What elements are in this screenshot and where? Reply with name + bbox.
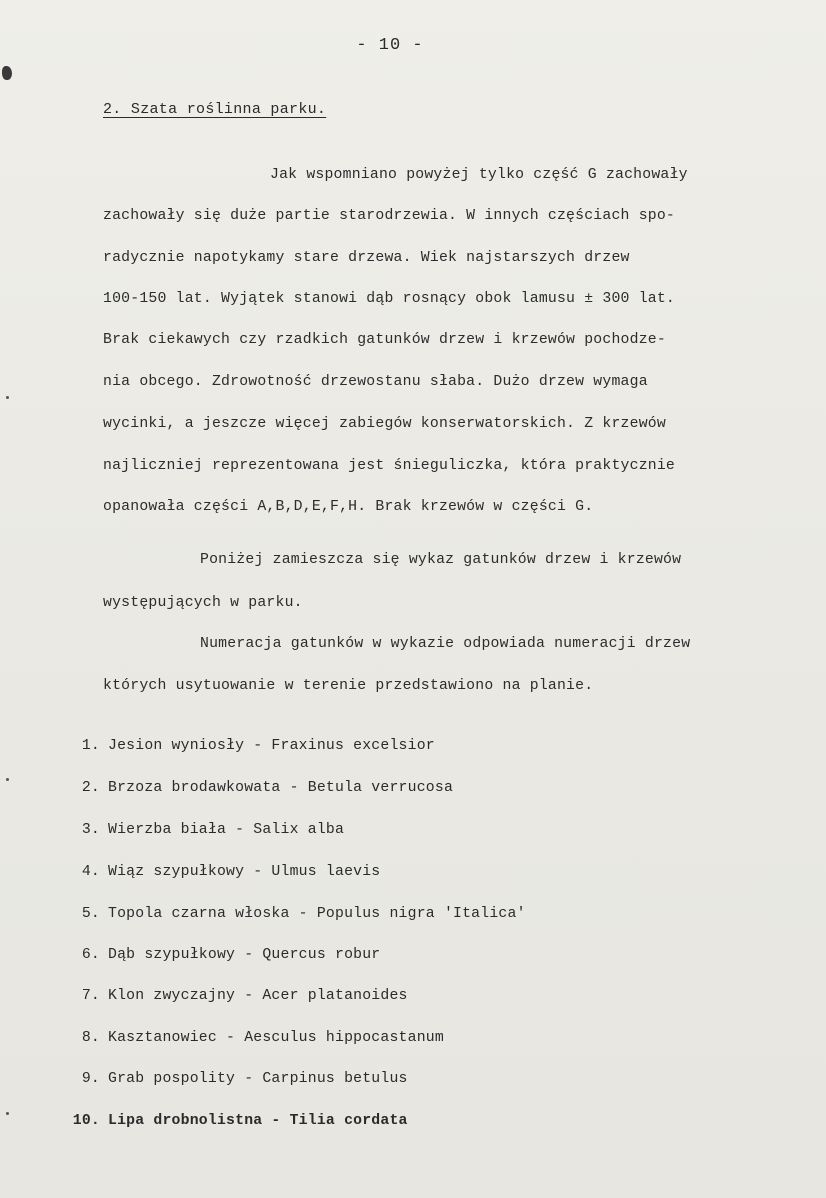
list-item-number: 7.	[81, 988, 100, 1004]
paragraph-3-line-1: Numeracja gatunków w wykazie odpowiada numeracji drzew	[200, 636, 691, 652]
list-item-text: Topola czarna włoska - Populus nigra 'Italica'	[108, 906, 526, 922]
list-item-number: 9.	[81, 1071, 100, 1087]
paragraph-1-line-4: 100-150 lat. Wyjątek stanowi dąb rosnący obok lamusu ± 300 lat.	[103, 291, 676, 307]
list-item	[70, 778, 453, 798]
list-item-text: Brzoza brodawkowata - Betula verrucosa	[108, 780, 454, 796]
list-item	[70, 820, 344, 840]
list-item-number: 3.	[81, 822, 100, 838]
list-item-number: 4.	[81, 864, 100, 880]
list-item	[70, 736, 435, 756]
paragraph-1-line-7: wycinki, a jeszcze więcej zabiegów konserwatorskich. Z krzewów	[103, 416, 666, 432]
margin-speck	[6, 1112, 9, 1115]
list-item-text: Grab pospolity - Carpinus betulus	[108, 1071, 408, 1087]
list-item-number: 10.	[72, 1113, 100, 1129]
paragraph-1-line-5: Brak ciekawych czy rzadkich gatunków drzew i krzewów pochodze-	[103, 332, 666, 348]
list-item	[70, 862, 380, 882]
paragraph-2-line-2: występujących w parku.	[103, 595, 303, 611]
punch-hole-mark	[2, 66, 12, 80]
paragraph-1-line-3: radycznie napotykamy stare drzewa. Wiek najstarszych drzew	[103, 250, 630, 266]
list-item-text: Lipa drobnolistna - Tilia cordata	[108, 1113, 408, 1129]
paragraph-2-line-1: Poniżej zamieszcza się wykaz gatunków drzew i krzewów	[200, 552, 682, 568]
list-item-text: Kasztanowiec - Aesculus hippocastanum	[108, 1030, 444, 1046]
list-item-text: Dąb szypułkowy - Quercus robur	[108, 947, 381, 963]
paragraph-1-line-6: nia obcego. Zdrowotność drzewostanu słaba. Dużo drzew wymaga	[103, 374, 648, 390]
list-item-text: Wiąz szypułkowy - Ulmus laevis	[108, 864, 381, 880]
section-heading: 2. Szata roślinna parku.	[103, 101, 327, 118]
list-item-number: 5.	[81, 906, 100, 922]
list-item-number: 8.	[81, 1030, 100, 1046]
paragraph-1-line-1: Jak wspomniano powyżej tylko część G zachowały	[270, 167, 688, 183]
list-item-number: 1.	[81, 738, 100, 754]
list-item	[70, 986, 408, 1006]
list-item-text: Wierzba biała - Salix alba	[108, 822, 345, 838]
paragraph-1-line-8: najliczniej reprezentowana jest śnieguliczka, która praktycznie	[103, 458, 676, 474]
page-number: - 10 -	[356, 36, 424, 55]
list-item-number: 6.	[81, 947, 100, 963]
list-item-text: Klon zwyczajny - Acer platanoides	[108, 988, 408, 1004]
list-item	[70, 904, 526, 924]
paragraph-1-line-2: zachowały się duże partie starodrzewia. W innych częściach spo-	[103, 208, 676, 224]
margin-speck	[6, 778, 9, 781]
list-item-text: Jesion wyniosły - Fraxinus excelsior	[108, 738, 435, 754]
paragraph-1-line-9: opanowała części A,B,D,E,F,H. Brak krzewów w części G.	[103, 499, 594, 515]
list-item	[70, 1111, 408, 1131]
list-item	[70, 1028, 444, 1048]
margin-speck	[6, 396, 9, 399]
list-item-number: 2.	[81, 780, 100, 796]
list-item	[70, 1069, 408, 1089]
paragraph-3-line-2: których usytuowanie w terenie przedstawiono na planie.	[103, 678, 594, 694]
list-item	[70, 945, 380, 965]
